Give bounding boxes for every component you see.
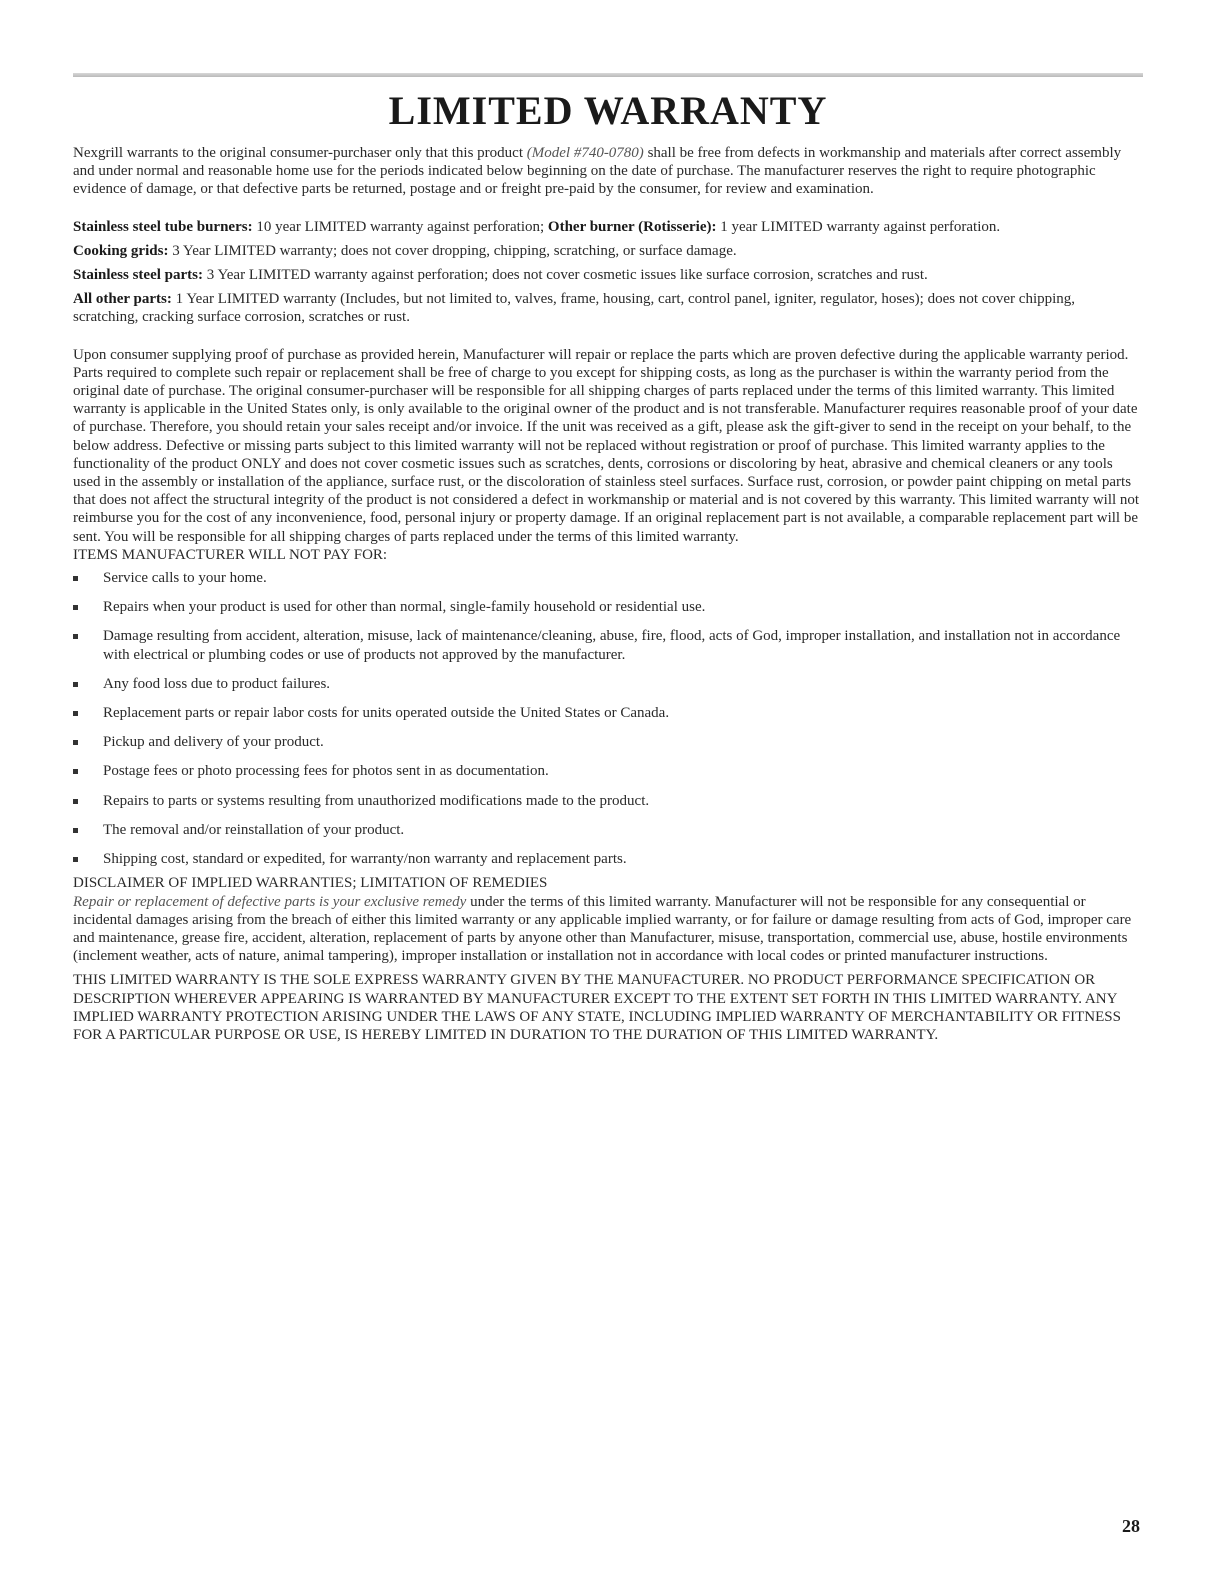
ss-parts-label: Stainless steel parts: <box>73 267 203 284</box>
list-item: Pickup and delivery of your product. <box>73 733 1143 751</box>
not-pay-list <box>73 569 1143 868</box>
intro-text-1: Nexgrill warrants to the original consumer-purchaser only that this product <box>73 145 527 161</box>
other-parts-label: All other parts: <box>73 291 172 308</box>
coverage-other-parts <box>73 290 1143 326</box>
list-item: The removal and/or reinstallation of your product. <box>73 821 1143 839</box>
other-burner-label: Other burner (Rotisserie): <box>547 218 717 235</box>
list-item: Damage resulting from accident, alteration, misuse, lack of maintenance/cleaning, abuse, fire, flood, acts of God, improper installation, and installation not in accordance with electrical or plumbing codes or use of products not approved by the manufacturer. <box>73 627 1143 663</box>
other-parts-text: 1 Year LIMITED warranty (Includes, but not limited to, valves, frame, housing, cart, control panel, igniter, regulator, hoses); does not cover chipping, scratching, cracking surface corrosion, scratches or rust. <box>73 291 1076 326</box>
list-item: Repairs to parts or systems resulting from unauthorized modifications made to the product. <box>73 792 1143 810</box>
burners-label: Stainless steel tube burners: <box>73 218 253 235</box>
grids-label: Cooking grids: <box>73 242 169 259</box>
bullet-icon <box>73 634 78 639</box>
disclaimer-paragraph <box>73 893 1143 966</box>
final-clause: THIS LIMITED WARRANTY IS THE SOLE EXPRESS WARRANTY GIVEN BY THE MANUFACTURER. NO PRODUCT PERFORMANCE SPECIFICATION OR DESCRIPTION WHEREVER APPEARING IS WARRANTED BY MANUFACTURER EXCEPT TO THE EXTENT SET FORTH IN THIS LIMITED WARRANTY. ANY IMPLIED WARRANTY PROTECTION ARISING UNDER THE LAWS OF ANY STATE, INCLUDING IMPLIED WARRANTY OF MERCHANTABILITY OR FITNESS FOR A PARTICULAR PURPOSE OR USE, IS HEREBY LIMITED IN DURATION TO THE DURATION OF THIS LIMITED WARRANTY. <box>73 972 1121 1043</box>
burners-text: 10 year LIMITED warranty against perforation; <box>252 218 548 235</box>
page-title: LIMITED WARRANTY <box>388 88 828 133</box>
coverage-grids <box>73 242 1143 260</box>
intro-text-2: shall be free from defects in workmanship and materials after correct assembly and under normal and reasonable home use for the periods indicated below beginning on the date of purchase. The manufacturer reserves the right to require photographic evidence of damage, or that defective parts be returned, postage and or freight pre-paid by the consumer, for review and examination. <box>73 145 1122 198</box>
bullet-icon <box>73 605 78 610</box>
bullet-icon <box>73 857 78 862</box>
not-pay-heading: ITEMS MANUFACTURER WILL NOT PAY FOR: <box>73 546 388 563</box>
grids-text: 3 Year LIMITED warranty; does not cover dropping, chipping, scratching, or surface damage. <box>168 242 737 259</box>
other-burner-text: 1 year LIMITED warranty against perforation. <box>716 218 1001 235</box>
coverage-burners <box>73 218 1143 236</box>
list-item: Shipping cost, standard or expedited, for warranty/non warranty and replacement parts. <box>73 850 1143 868</box>
bullet-icon <box>73 828 78 833</box>
bullet-icon <box>73 711 78 716</box>
ss-parts-text: 3 Year LIMITED warranty against perforation; does not cover cosmetic issues like surface corrosion, scratches and rust. <box>203 267 928 284</box>
bullet-icon <box>73 740 78 745</box>
list-item: Service calls to your home. <box>73 569 1143 587</box>
bullet-icon <box>73 682 78 687</box>
model-number: (Model #740-0780) <box>526 145 644 161</box>
terms-paragraph: Upon consumer supplying proof of purchase as provided herein, Manufacturer will repair or replace the parts which are proven defective during the applicable warranty period. Parts required to complete such repair or replacement shall be free of charge to you except for shipping costs, as long as the purchaser is within the warranty period from the original date of purchase. The original consumer-purchaser will be responsible for all shipping charges of parts replaced under the terms of this limited warranty. This limited warranty is applicable in the United States only, is only available to the original owner of the product and is not transferable. Manufacturer requires reasonable proof of your date of purchase. Therefore, you should retain your sales receipt and/or invoice. If the unit was received as a gift, please ask the gift-giver to send in the receipt on your behalf, to the below address. Defective or missing parts subject to this limited warranty will not be replaced without registration or proof of purchase. This limited warranty applies to the functionality of the product ONLY and does not cover cosmetic issues such as scratches, dents, corrosions or discoloring by heat, abrasive and chemical cleaners or any tools used in the assembly or installation of the appliance, surface rust, or the discoloration of stainless steel surfaces. Surface rust, corrosion, or powder paint chipping on metal parts that does not affect the structural integrity of the product is not considered a defect in workmanship or material and is not covered by this warranty. This limited warranty will not reimburse you for the cost of any inconvenience, food, personal injury or property damage. If an original replacement part is not available, a comparable replacement part will be sent. You will be responsible for all shipping charges of parts replaced under the terms of this limited warranty. <box>73 346 1140 545</box>
intro-paragraph <box>73 144 1143 199</box>
list-item: Any food loss due to product failures. <box>73 675 1143 693</box>
disclaimer-heading: DISCLAIMER OF IMPLIED WARRANTIES; LIMITATION OF REMEDIES <box>73 875 548 892</box>
list-item: Repairs when your product is used for other than normal, single-family household or residential use. <box>73 598 1143 616</box>
list-item: Postage fees or photo processing fees for photos sent in as documentation. <box>73 762 1143 780</box>
top-rule <box>73 73 1143 77</box>
bullet-icon <box>73 769 78 774</box>
bullet-icon <box>73 799 78 804</box>
disclaimer-text: under the terms of this limited warranty. Manufacturer will not be responsible for any consequential or incidental damages arising from the breach of either this limited warranty or any applicable implied warranty, or for failure or damage resulting from acts of God, improper care and maintenance, grease fire, accident, alteration, replacement of parts by anyone other than Manufacturer, misuse, transportation, commercial use, abuse, hostile environments (inclement weather, acts of nature, animal tampering), improper installation or installation not in accordance with local codes or printed manufacturer instructions. <box>73 893 1132 965</box>
disclaimer-italic: Repair or replacement of defective parts is your exclusive remedy <box>73 893 467 910</box>
coverage-stainless-parts <box>73 266 1143 284</box>
warranty-body <box>73 144 1143 1044</box>
list-item: Replacement parts or repair labor costs for units operated outside the United States or Canada. <box>73 704 1143 722</box>
bullet-icon <box>73 576 78 581</box>
page-number: 28 <box>1122 1516 1140 1536</box>
